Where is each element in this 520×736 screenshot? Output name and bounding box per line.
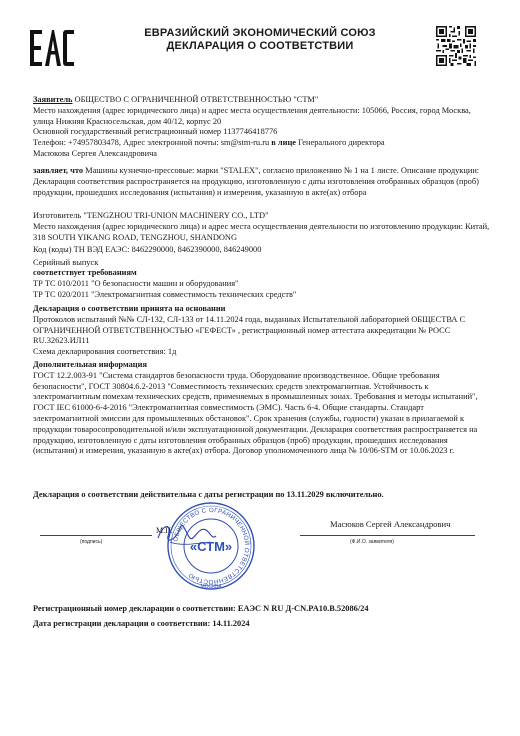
requirements-label: соответствует требованиям [33, 268, 137, 277]
name-line [300, 535, 475, 536]
header-union-title: ЕВРАЗИЙСКИЙ ЭКОНОМИЧЕСКИЙ СОЮЗ [144, 27, 376, 39]
requirement-item: ТР ТС 020/2011 "Электромагнитная совместимость технических средств" [33, 289, 297, 299]
basis-text: Протоколов испытаний №№ СЛ-132, СЛ-133 от 14.11.2024 года, выданных Испытательной лабораторией ОБЩЕСТВА С ОГРАНИЧЕННОЙ ОТВЕТСТВЕННОСТЬЮ «ГЕФЕСТ» , регистрационный номер аттестата аккредитации № РОСС RU.32623.ИЛ11 [33, 314, 466, 346]
company-stamp [165, 500, 257, 592]
signer-name: Масюков Сергей Александрович [330, 519, 451, 529]
mp-label: М.П. [156, 526, 173, 535]
applicant-ogrn: Основной государственный регистрационный номер 1137746418776 [33, 127, 278, 137]
name-caption: (Ф.И.О. заявителя) [350, 539, 394, 545]
signature-line [40, 535, 152, 536]
applicant-contacts: Телефон: +74957803478, Адрес электронной почты: sm@stm-ru.ru [33, 138, 270, 148]
registration-date: Дата регистрации декларации о соответствии: 14.11.2024 [33, 619, 250, 628]
manufacturer-release: Серийный выпуск [33, 258, 99, 268]
applicant-name: ОБЩЕСТВО С ОГРАНИЧЕННОЙ ОТВЕТСТВЕННОСТЬЮ "СТМ" [74, 95, 319, 104]
stamp-ring-text: ОБЩЕСТВО С ОГРАНИЧЕННОЙ ОТВЕТСТВЕННОСТЬЮ [172, 506, 251, 586]
requirements-section [33, 268, 491, 300]
requirement-item: ТР ТС 010/2011 "О безопасности машин и оборудования" [33, 278, 239, 288]
declares-section [33, 166, 491, 198]
applicant-section [33, 95, 491, 160]
applicant-address: Место нахождения (адрес юридического лица) и адрес места осуществления деятельности: 105066, Россия, город Москва, улица Нижняя Красносельская, дом 40/12, корпус 20 [33, 105, 471, 126]
qr-code-icon [436, 26, 476, 66]
manufacturer-label: Изготовитель [33, 211, 82, 220]
additional-text: ГОСТ 12.2.003-91 "Система стандартов безопасности труда. Оборудование производственное. Общие требования безопасности", ГОСТ 30804.6.2-2013 "Совместимость технических средств электромагнитная. Устойчивость к электромагнитным помехам технических средств, применяемых в промышленных зонах. Требования и методы испытаний", ГОСТ IEC 61000-6-4-2016 "Электромагнитная совместимость (ЭМС). Часть 6-4. Общие стандарты. Стандарт электромагнитной эмиссии для промышленных обстановок". Срок хранения (службы, годности) указан в прилагаемой к продукции товаросопроводительной и/или эксплуатационной документации. Декларация соответствия распространяется на продукцию, изготовленную с даты изготовления отобранных образцов (проб) продукции, прошедших исследования (испытания) и измерения, указанную в акте(ах) отбора. Договор уполномоченного лица № 10/06-STM от 10.06.2023 г. [33, 370, 478, 456]
basis-scheme: Схема декларирования соответствия: 1д [33, 347, 177, 357]
manufacturer-address: Место нахождения (адрес юридического лица) и адрес места осуществления деятельности по изготовлению продукции: Китай, 318 SOUTH YIKANG ROAD, TENGZHOU, SHANDONG [33, 221, 490, 242]
in-person-label: в лице [271, 138, 296, 148]
signature-caption: (подпись) [80, 539, 103, 545]
applicant-director-name: Масюкова Сергея Александровича [33, 148, 158, 158]
manufacturer-section [33, 211, 491, 269]
basis-section [33, 304, 491, 358]
applicant-director: Генерального директора [298, 138, 385, 148]
validity-statement: Декларация о соответствии действительна с даты регистрации по 13.11.2029 включительно. [33, 490, 384, 499]
additional-label: Дополнительная информация [33, 360, 147, 369]
manufacturer-codes: Код (коды) ТН ВЭД ЕАЭС: 8462290000, 8462390000, 846249000 [33, 245, 262, 255]
header-declaration-title: ДЕКЛАРАЦИЯ О СООТВЕТСТВИИ [166, 40, 354, 52]
registration-number: Регистрационный номер декларации о соответствии: ЕАЭС N RU Д-CN.PA10.B.52086/24 [33, 604, 369, 613]
stamp-center-text: «СТМ» [189, 539, 233, 554]
manufacturer-name: "TENGZHOU TRI-UNION MACHINERY CO., LTD" [83, 211, 269, 220]
stamp-city: МОСКВА [200, 584, 222, 590]
basis-label: Декларация о соответствии принята на основании [33, 304, 226, 313]
additional-section [33, 360, 491, 457]
applicant-label: Заявитель [33, 95, 73, 104]
declares-text: Машины кузнечно-прессовые: марки "STALEX", согласно приложению № 1 на 1 листе. Описание продукции: Декларация соответствия распространяется на продукцию, изготовленную с даты изготовления отобранных образцов (проб) продукции, прошедших исследования (испытания) и измерения, указанную в акте(ах) отбора [33, 166, 480, 197]
declares-label: заявляет, что [33, 166, 84, 175]
